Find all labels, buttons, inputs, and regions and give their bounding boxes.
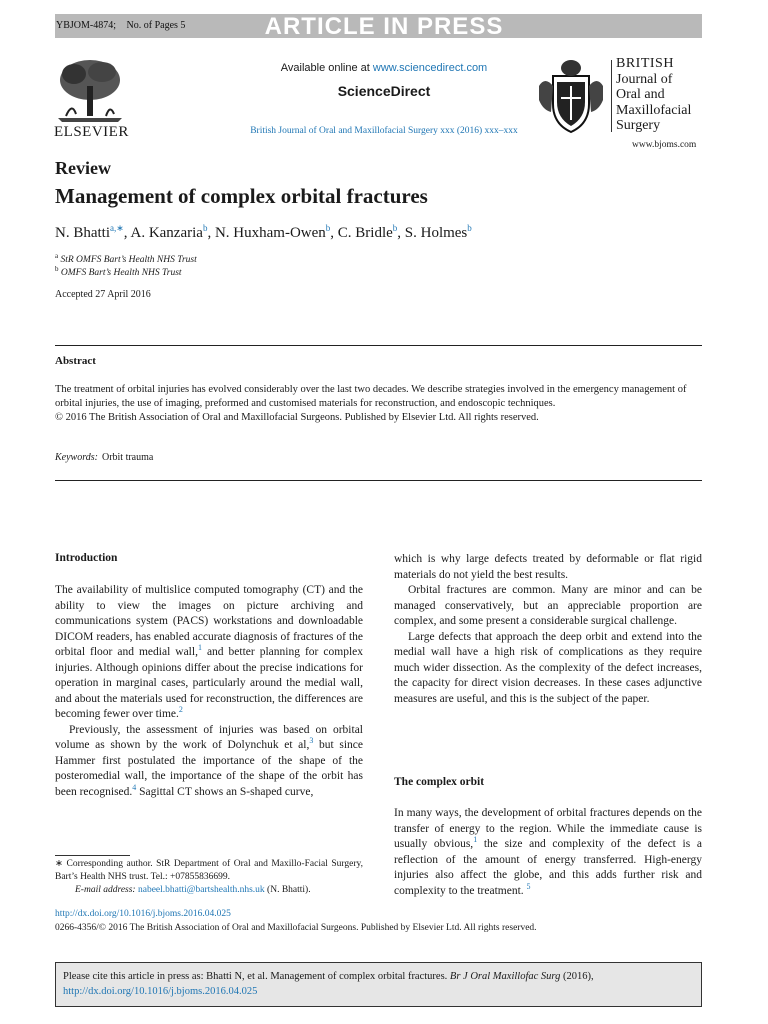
affiliation-item [55, 264, 197, 280]
journal-title-line: Journal of [616, 71, 673, 87]
affiliation-key: a [55, 251, 59, 260]
abstract-copyright: © 2016 The British Association of Oral and Maxillofacial Surgeons. Published by Elsevier Ltd. All rights reserved. [55, 412, 539, 424]
journal-title [616, 56, 691, 134]
page-count: No. of Pages 5 [126, 20, 186, 31]
affiliation-key: b [55, 264, 59, 273]
body-left-column [55, 583, 363, 800]
keywords [55, 452, 153, 463]
reference-link[interactable]: 1 [473, 835, 478, 845]
citation-journal: Br J Oral Maxillofac Surg [449, 971, 561, 982]
paragraph [55, 583, 363, 723]
sciencedirect-logo: ScienceDirect [337, 83, 431, 99]
citation-doi-link[interactable]: http://dx.doi.org/10.1016/j.bjoms.2016.04.025 [63, 986, 258, 997]
corresponding-author-footnote [55, 858, 363, 897]
journal-title-line: Maxillofacial [616, 102, 692, 118]
author-name: N. Bhatti [55, 225, 110, 241]
footnote-rule [55, 855, 130, 856]
reference-link[interactable]: 2 [178, 705, 183, 715]
article-type: Review [55, 158, 111, 178]
publisher-name: ELSEVIER [54, 124, 129, 140]
affiliation-item [55, 251, 197, 267]
affiliations [55, 251, 197, 280]
author-separator: , [207, 225, 215, 241]
author-name: N. Huxham-Owen [214, 225, 326, 241]
journal-website: www.bjoms.com [632, 140, 697, 150]
citation-year: (2016), [560, 971, 594, 982]
doi-link[interactable]: http://dx.doi.org/10.1016/j.bjoms.2016.04.025 [55, 909, 231, 919]
paragraph-text: and better planning for complex injuries. Although opinions differ about the precise indications for operation in marginal cases, particularly around the medial wall, and about the materials used for reconstruction, the differences are becoming fewer over time. [55, 646, 363, 720]
email-suffix: (N. Bhatti). [264, 885, 311, 895]
paragraph: which is why large defects treated by deformable or flat rigid materials do not yield the best results. [394, 553, 702, 581]
reference-link[interactable]: 3 [309, 736, 314, 746]
journal-title-line: Surgery [616, 118, 661, 133]
author-name: A. Kanzaria [130, 225, 203, 241]
reference-link[interactable]: 4 [132, 782, 137, 792]
article-status: ARTICLE IN PRESS [264, 13, 504, 40]
affiliation-text: OMFS Bart’s Health NHS Trust [60, 268, 182, 278]
email-line [55, 884, 363, 897]
email-label: E-mail address: [75, 885, 136, 895]
abstract-bottom-rule [55, 480, 702, 481]
citation-text [63, 969, 696, 999]
paragraph-text: the size and complexity of the defect is a reflection of the amount of energy transferred. High-energy injuries also affect the globe, and this adds further risk and complexity to the treatment. [394, 838, 702, 897]
journal-citation-link[interactable]: British Journal of Oral and Maxillofacial Surgery xxx (2016) xxx–xxx [250, 126, 518, 136]
author-affiliation-link[interactable]: b [392, 223, 398, 233]
paragraph-text: Sagittal CT shows an S-shaped curve, [136, 785, 314, 798]
crest-divider [611, 60, 612, 132]
email-link[interactable]: nabeel.bhatti@bartshealth.nhs.uk [137, 885, 265, 895]
paragraph-text: but since Hammer first postulated the importance of the shape of the posteromedial wall, the importance of the shape of the orbit has been recognised. [55, 739, 363, 798]
author-separator: , [123, 225, 131, 241]
journal-title-line: Oral and [616, 87, 665, 102]
abstract-heading: Abstract [55, 355, 96, 367]
keywords-label: Keywords: [55, 452, 98, 463]
section-heading-complex-orbit: The complex orbit [394, 776, 485, 788]
sciencedirect-link[interactable]: www.sciencedirect.com [372, 62, 488, 74]
reference-link[interactable]: 5 [526, 881, 531, 891]
paragraph-text: In many ways, the development of orbital fractures depends on the transfer of energy to the region. While the immediate cause is usually obvious, [394, 807, 702, 850]
body-right-column-continued [394, 806, 702, 899]
paragraph-text: Previously, the assessment of injuries was based on orbital volume as shown by the work of Dolynchuk et al, [55, 723, 363, 751]
article-id: YBJOM-4874; [56, 20, 117, 31]
paragraph-text: The availability of multislice computed tomography (CT) and the ability to view the images on picture archiving and communications system (PACS) workstations and downloadable DICOM readers, has enabled accurate diagnosis of fractures of the orbital floor and medial wall, [55, 584, 363, 658]
section-heading-introduction: Introduction [55, 552, 118, 564]
issn-copyright: 0266-4356/© 2016 The British Association of Oral and Maxillofacial Surgeons. Published by Elsevier Ltd. All rights reserved. [55, 923, 537, 933]
accepted-date: Accepted 27 April 2016 [55, 289, 151, 300]
author-affiliation-link[interactable]: b [467, 223, 472, 233]
journal-title-line: BRITISH [616, 56, 674, 71]
bjoms-crest-logo [535, 56, 607, 136]
author-separator: , [397, 225, 405, 241]
author-name: C. Bridle [337, 225, 393, 241]
abstract-top-rule [55, 345, 702, 346]
paragraph [55, 723, 363, 801]
citation-prefix: Please cite this article in press as: Bhatti N, et al. Management of complex orbital fractures. [63, 971, 450, 982]
abstract-text [55, 383, 702, 426]
author-separator: , [330, 225, 338, 241]
paragraph [394, 806, 702, 899]
corresponding-author: ∗ Corresponding author. StR Department of Oral and Maxillo-Facial Surgery, Bart’s Health NHS trust. Tel.: +07855836699. [55, 859, 363, 882]
author-name: S. Holmes [404, 225, 468, 241]
affiliation-text: StR OMFS Bart’s Health NHS Trust [60, 255, 197, 265]
article-title: Management of complex orbital fractures [55, 184, 428, 208]
author-affiliation-link[interactable]: a,∗ [110, 223, 124, 233]
available-prefix: Available online at [280, 62, 373, 74]
author-list [55, 225, 472, 242]
body-right-column [394, 552, 702, 707]
paragraph: Large defects that approach the deep orbit and extend into the medial wall have a high risk of complications as they require much wider dissection. As the complexity of the defect increases, the capacity for direct vision decreases. In these cases adjunctive measures are useful, and this is the subject of the paper. [394, 630, 702, 705]
abstract-body: The treatment of orbital injuries has evolved considerably over the last two decades. We describe strategies involved in the emergency management of orbital injuries, the use of imaging, preformed and customised materials for reconstruction, and endoscopic techniques. [55, 384, 687, 410]
keywords-value: Orbit trauma [101, 452, 154, 463]
author-affiliation-link[interactable]: b [202, 223, 208, 233]
reference-link[interactable]: 1 [197, 643, 202, 653]
paragraph: Orbital fractures are common. Many are minor and can be managed conservatively, but an appreciable proportion are complex, and some present a considerable surgical challenge. [394, 584, 702, 627]
author-affiliation-link[interactable]: b [325, 223, 331, 233]
